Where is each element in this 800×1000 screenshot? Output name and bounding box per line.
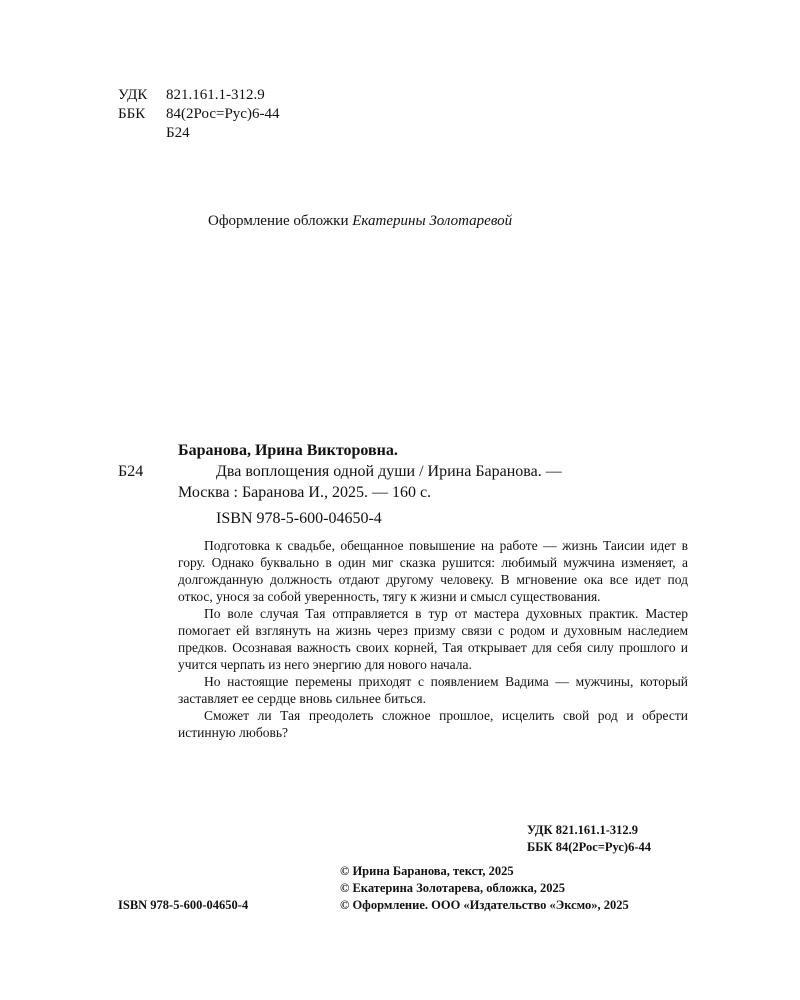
bbk-label: ББК (118, 106, 146, 122)
bib-imprint-line: Москва : Баранова И., 2025. — 160 с. (178, 484, 432, 501)
author-mark-line (118, 124, 279, 143)
annotation (178, 537, 688, 741)
copyright-block (340, 863, 629, 914)
cover-credit (208, 213, 512, 230)
bbk-line (118, 105, 279, 124)
bbk-repeat: ББК 84(2Рос=Рус)6-44 (527, 840, 651, 854)
bbk-code: 84(2Рос=Рус)6-44 (166, 106, 280, 122)
bib-isbn: ISBN 978-5-600-04650-4 (216, 510, 382, 527)
footer-isbn: ISBN 978-5-600-04650-4 (118, 898, 249, 912)
classification-repeat (527, 822, 651, 856)
author-heading: Баранова, Ирина Викторовна. (178, 442, 398, 459)
copyright-text: © Ирина Баранова, текст, 2025 (340, 864, 514, 878)
copyright-design: © Оформление. ООО «Издательство «Эксмо», 2025 (340, 898, 629, 912)
cover-credit-name: Екатерины Золотаревой (352, 213, 513, 229)
udk-repeat: УДК 821.161.1-312.9 (527, 823, 638, 837)
annotation-paragraph: Но настоящие перемены приходят с появлением Вадима — мужчины, который заставляет ее сердце вновь сильнее биться. (178, 674, 688, 706)
udk-line (118, 86, 279, 105)
copyright-cover: © Екатерина Золотарева, обложка, 2025 (340, 881, 565, 895)
cover-credit-prefix: Оформление обложки (208, 213, 349, 229)
bib-title-line: Два воплощения одной души / Ирина Баранова. — (216, 463, 562, 480)
bib-author-mark: Б24 (118, 463, 144, 480)
annotation-paragraph: Сможет ли Тая преодолеть сложное прошлое, исцелить свой род и обрести истинную любовь? (178, 708, 688, 740)
annotation-paragraph: Подготовка к свадьбе, обещанное повышение на работе — жизнь Таисии идет в гору. Однако буквально в один миг сказка рушится: любимый мужчина изменяет, а долгожданную должность отдают другому человеку. В мгновение ока все идет под откос, унося за собой уверенность, тягу к жизни и смысл существования. (178, 538, 688, 604)
classification-block (118, 86, 279, 143)
author-mark: Б24 (166, 125, 190, 141)
udk-label: УДК (118, 87, 148, 103)
annotation-paragraph: По воле случая Тая отправляется в тур от мастера духовных практик. Мастер помогает ей взглянуть на жизнь через призму связи с родом и духовным наследием предков. Осознавая важность своих корней, Тая открывает для себя силу прошлого и учится черпать из него энергию для нового начала. (178, 606, 688, 672)
udk-code: 821.161.1-312.9 (166, 87, 265, 103)
